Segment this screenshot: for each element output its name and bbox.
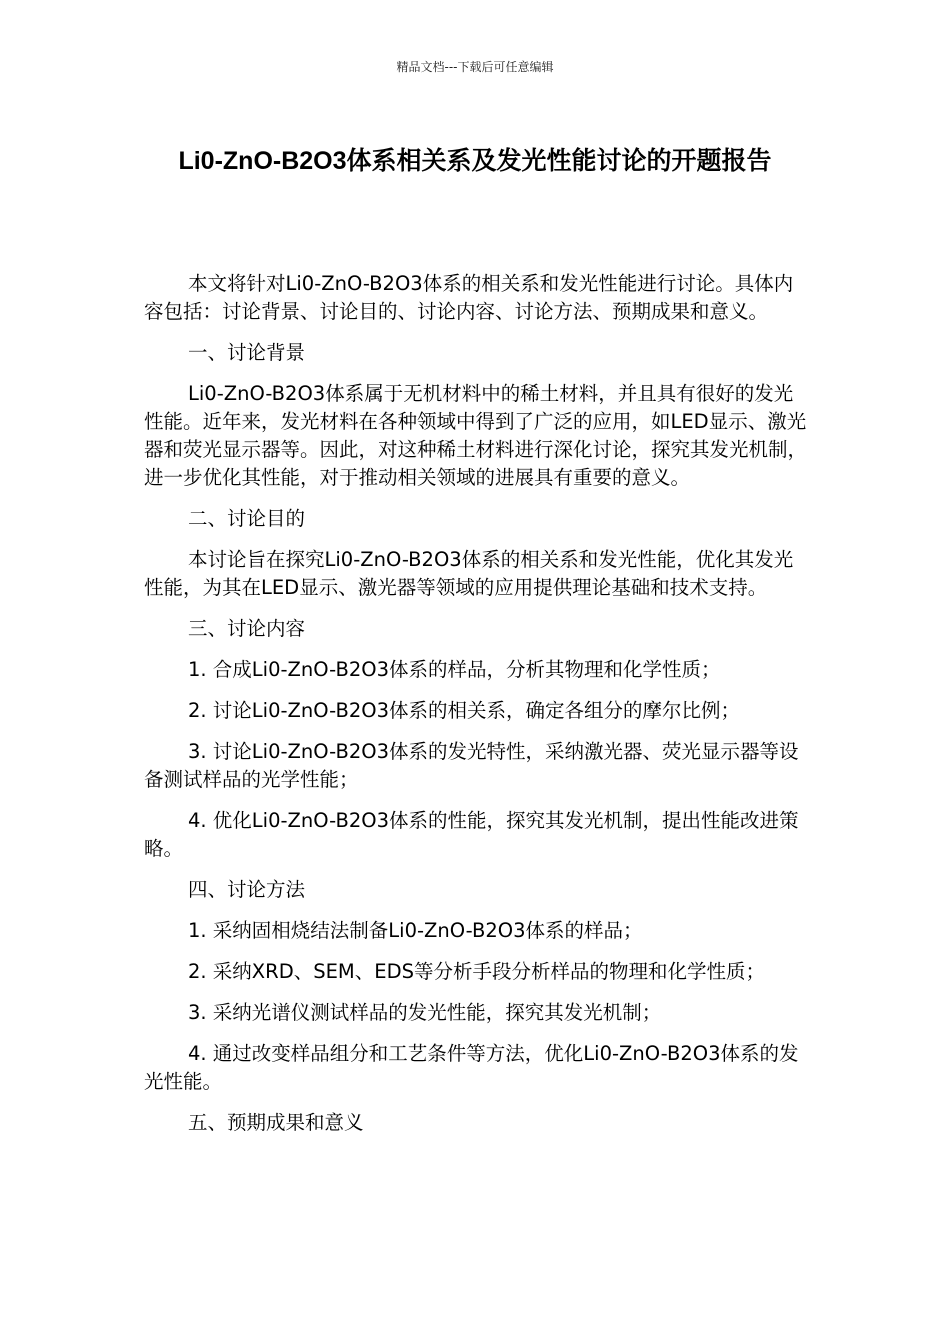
method-item-1: 1. 采纳固相烧结法制备Li0-ZnO-B2O3体系的样品； [188, 919, 643, 942]
section-heading-background: 一、讨论背景 [188, 341, 306, 364]
method-item-4: 4. 通过改变样品组分和工艺条件等方法，优化Li0-ZnO-B2O3体系的发光性能。 [144, 1042, 799, 1093]
purpose-paragraph: 本讨论旨在探究Li0-ZnO-B2O3体系的相关系和发光性能，优化其发光性能，为其在LED显示、激光器等领域的应用提供理论基础和技术支持。 [144, 548, 794, 599]
content-item-1: 1. 合成Li0-ZnO-B2O3体系的样品，分析其物理和化学性质； [188, 658, 721, 681]
content-item-2: 2. 讨论Li0-ZnO-B2O3体系的相关系，确定各组分的摩尔比例； [188, 699, 741, 722]
page-header: 精品文档---下载后可任意编辑 [396, 60, 554, 74]
background-paragraph: Li0-ZnO-B2O3体系属于无机材料中的稀土材料，并且具有很好的发光性能。近年来，发光材料在各种领域中得到了广泛的应用，如LED显示、激光器和荧光显示器等。因此，对这种稀土材料进行深化讨论，探究其发光机制，进一步优化其性能，对于推动相关领域的进展具有重要的意义。 [144, 382, 808, 489]
document-title: Li0-ZnO-B2O3体系相关系及发光性能讨论的开题报告 [178, 147, 772, 175]
document-body [144, 270, 808, 1150]
method-item-2: 2. 采纳XRD、SEM、EDS等分析手段分析样品的物理和化学性质； [188, 960, 765, 983]
content-item-3: 3. 讨论Li0-ZnO-B2O3体系的发光特性，采纳激光器、荧光显示器等设备测试样品的光学性能； [144, 740, 799, 791]
content-item-4: 4. 优化Li0-ZnO-B2O3体系的性能，探究其发光机制，提出性能改进策略。 [144, 809, 799, 860]
section-heading-methods: 四、讨论方法 [188, 878, 306, 901]
section-heading-content: 三、讨论内容 [188, 617, 306, 640]
method-item-3: 3. 采纳光谱仪测试样品的发光性能，探究其发光机制； [188, 1001, 662, 1024]
intro-paragraph: 本文将针对Li0-ZnO-B2O3体系的相关系和发光性能进行讨论。具体内容包括：讨论背景、讨论目的、讨论内容、讨论方法、预期成果和意义。 [144, 272, 794, 323]
section-heading-purpose: 二、讨论目的 [188, 507, 306, 530]
section-heading-outcomes: 五、预期成果和意义 [188, 1111, 364, 1134]
